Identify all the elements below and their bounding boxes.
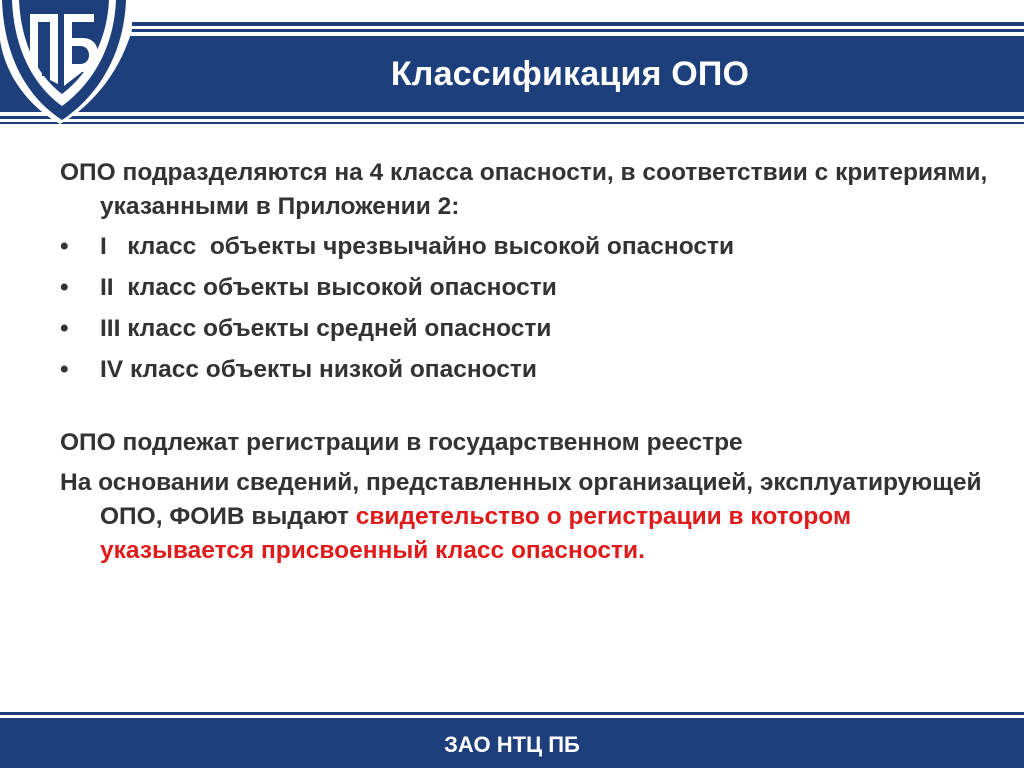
- list-item: [60, 353, 990, 387]
- basis-line-2-plain: ОПО, ФОИВ выдают: [100, 503, 356, 530]
- list-item: [60, 271, 990, 305]
- hazard-class-list: [60, 230, 990, 387]
- basis-line-3: указывается присвоенный класс опасности.: [100, 537, 645, 564]
- bullet-icon: •: [60, 274, 69, 301]
- slide-header: [0, 0, 1024, 130]
- spacer: [60, 394, 990, 426]
- class-3-text: III класс объекты средней опасности: [100, 315, 552, 342]
- slide-title: Классификация ОПО: [390, 55, 750, 93]
- shield-logo-icon: [0, 0, 132, 128]
- bullet-icon: •: [60, 233, 69, 260]
- footer-company-name: ЗАО НТЦ ПБ: [444, 732, 580, 757]
- intro-line-1: ОПО подразделяются на 4 класса опасности, в соответствии с критериями,: [60, 159, 988, 186]
- list-item: [60, 230, 990, 264]
- registration-text: ОПО подлежат регистрации в государственном реестре: [60, 429, 743, 456]
- slide-content: [60, 156, 990, 568]
- bullet-icon: •: [60, 315, 69, 342]
- bullet-icon: •: [60, 356, 69, 383]
- footer-stripe: [0, 712, 1024, 715]
- class-2-text: II класс объекты высокой опасности: [100, 274, 557, 301]
- header-bottom-stripe: [0, 116, 1024, 119]
- slide-footer: [0, 718, 1024, 768]
- class-4-text: IV класс объекты низкой опасности: [100, 356, 537, 383]
- intro-line-2: указанными в Приложении 2:: [100, 193, 460, 220]
- certificate-highlight: свидетельство о регистрации в котором: [355, 503, 852, 530]
- header-bottom-stripe-2: [0, 122, 1024, 124]
- intro-paragraph: [60, 156, 990, 224]
- class-1-text: I класс объекты чрезвычайно высокой опасности: [100, 233, 735, 260]
- basis-line-2: [60, 500, 990, 534]
- basis-paragraph: [60, 466, 990, 568]
- basis-line-1: На основании сведений, представленных организацией, эксплуатирующей: [60, 469, 982, 496]
- list-item: [60, 312, 990, 346]
- registration-paragraph: [60, 426, 990, 460]
- header-top-stripe-2: [0, 29, 1024, 32]
- header-top-stripe: [0, 22, 1024, 26]
